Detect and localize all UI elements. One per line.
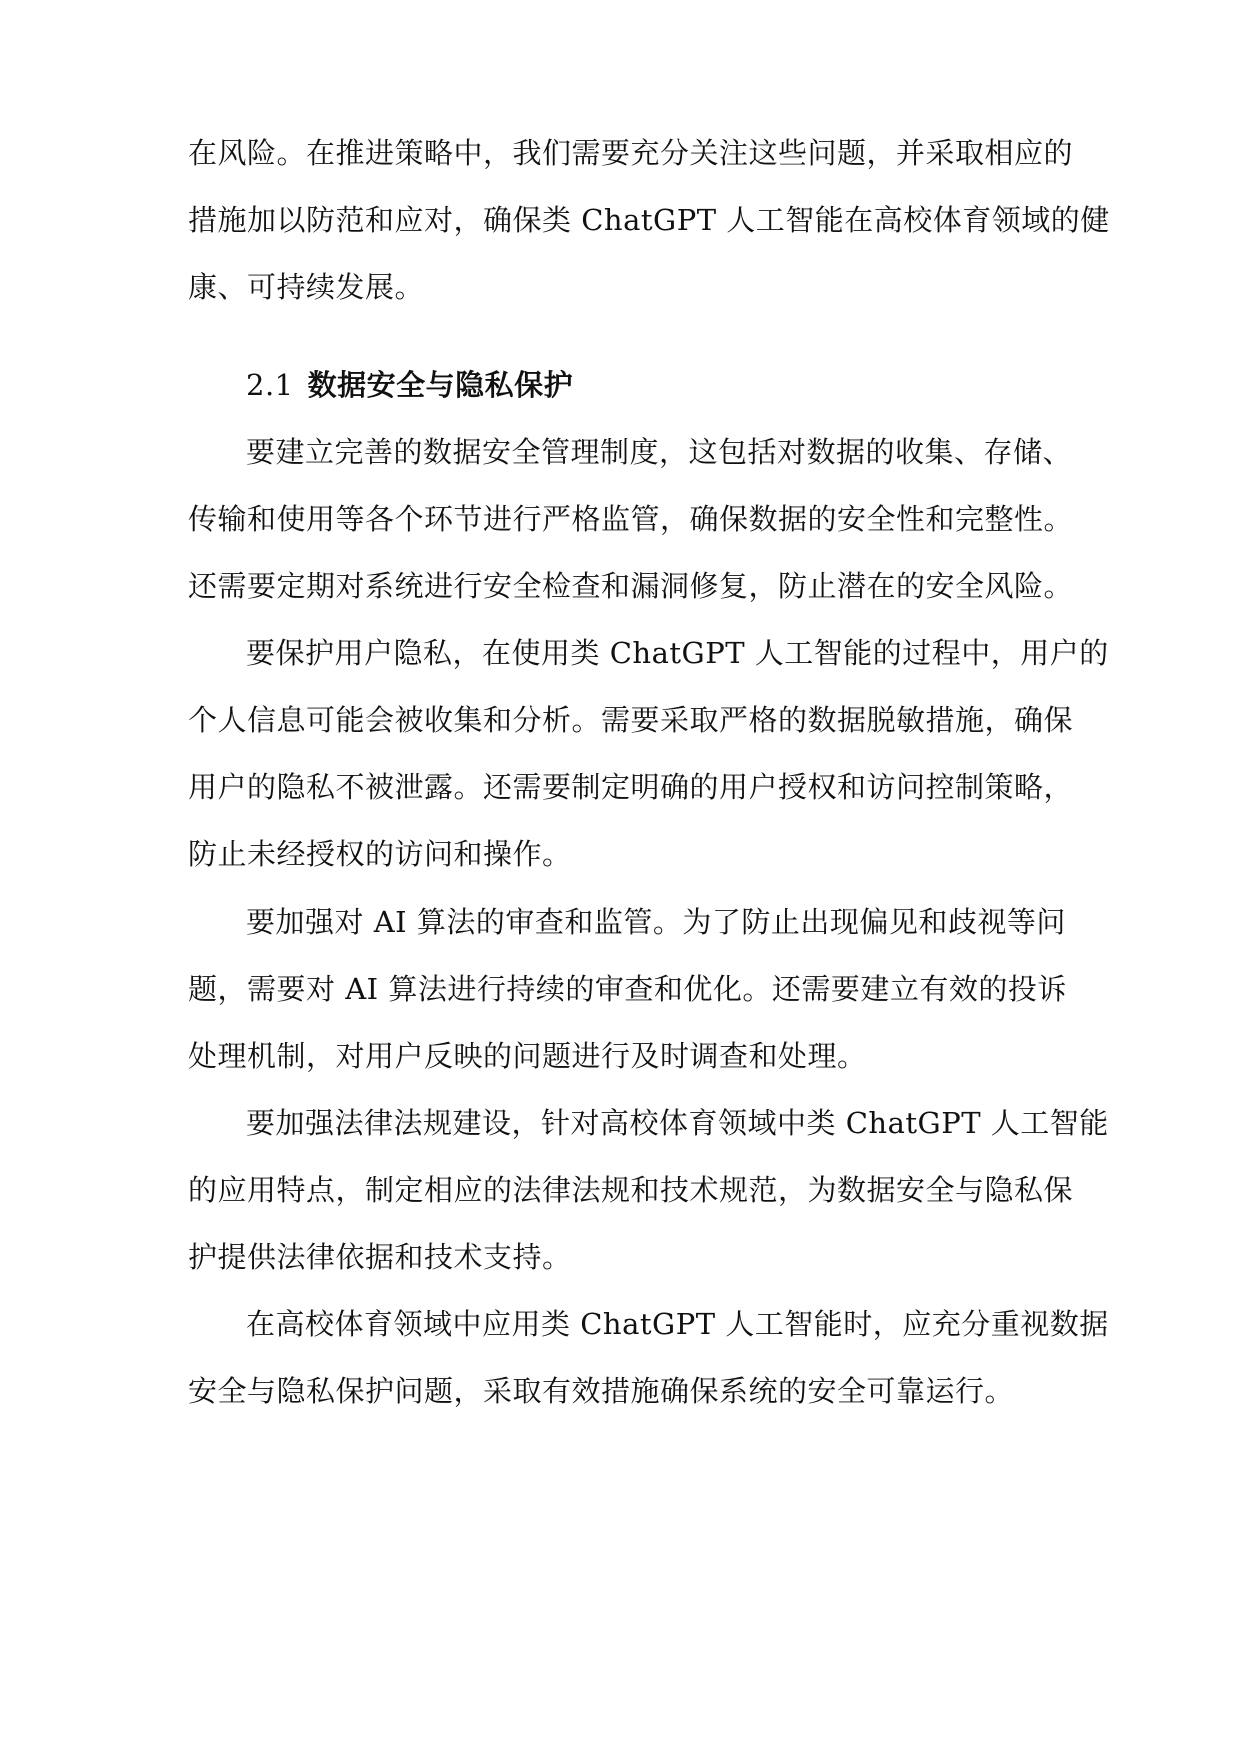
- paragraph-line: 护提供法律依据和技术支持。: [188, 1240, 572, 1274]
- paragraph-line: 个人信息可能会被收集和分析。需要采取严格的数据脱敏措施，确保: [188, 703, 1074, 737]
- paragraph-line: 要建立完善的数据安全管理制度，这包括对数据的收集、存储、: [246, 435, 1073, 469]
- paragraph-line: 题，需要对 AI 算法进行持续的审查和优化。还需要建立有效的投诉: [188, 972, 1067, 1006]
- section-heading: [246, 361, 1126, 409]
- paragraph-line: 处理机制，对用户反映的问题进行及时调查和处理。: [188, 1039, 867, 1073]
- paragraph-line: 的应用特点，制定相应的法律法规和技术规范，为数据安全与隐私保: [188, 1173, 1074, 1207]
- paragraph-line: 用户的隐私不被泄露。还需要制定明确的用户授权和访问控制策略，: [188, 770, 1074, 804]
- paragraph-line: 在高校体育领域中应用类 ChatGPT 人工智能时，应充分重视数据: [246, 1307, 1109, 1341]
- paragraph-line: 安全与隐私保护问题，采取有效措施确保系统的安全可靠运行。: [188, 1374, 1015, 1408]
- paragraph-line: 还需要定期对系统进行安全检查和漏洞修复，防止潜在的安全风险。: [188, 569, 1074, 603]
- intro-line: 在风险。在推进策略中，我们需要充分关注这些问题，并采取相应的: [188, 136, 1074, 170]
- paragraph-line: 传输和使用等各个环节进行严格监管，确保数据的安全性和完整性。: [188, 502, 1074, 536]
- paragraph-line: 要保护用户隐私，在使用类 ChatGPT 人工智能的过程中，用户的: [246, 636, 1109, 670]
- section-title: 数据安全与隐私保护: [307, 368, 574, 402]
- paragraph-line: 要加强对 AI 算法的审查和监管。为了防止出现偏见和歧视等问: [246, 905, 1066, 939]
- section-number: 2.1: [246, 368, 294, 402]
- paragraph-line: 要加强法律法规建设，针对高校体育领域中类 ChatGPT 人工智能: [246, 1106, 1109, 1140]
- paragraph-line: 防止未经授权的访问和操作。: [188, 837, 572, 871]
- intro-line: 康、可持续发展。: [188, 270, 425, 304]
- intro-line: 措施加以防范和应对，确保类 ChatGPT 人工智能在高校体育领域的健: [188, 203, 1110, 237]
